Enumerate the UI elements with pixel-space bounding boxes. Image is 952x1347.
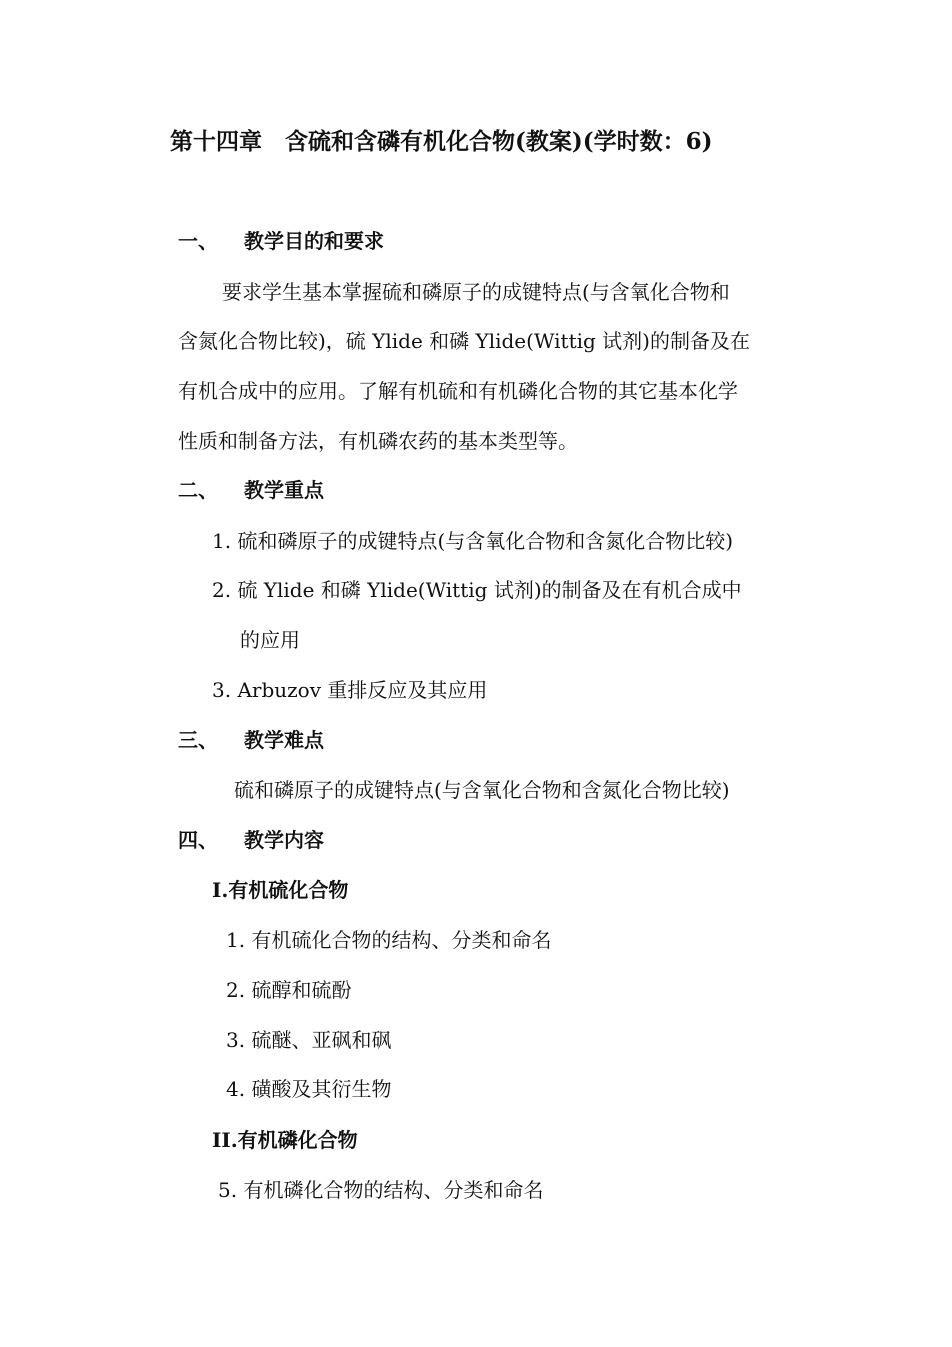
section-4-title: 教学内容 bbox=[244, 828, 324, 852]
section-3-heading bbox=[178, 722, 324, 758]
key-point-1: 1. 硫和磷原子的成键特点(与含氧化合物和含氮化合物比较) bbox=[212, 529, 734, 553]
chapter-title: 第十四章 含硫和含磷有机化合物(教案)(学时数：6) bbox=[170, 128, 713, 155]
section-1-paragraph-line-4: 性质和制备方法，有机磷农药的基本类型等。 bbox=[178, 429, 578, 453]
key-point-3: 3. Arbuzov 重排反应及其应用 bbox=[212, 678, 488, 702]
content-item-4: 4. 磺酸及其衍生物 bbox=[226, 1077, 392, 1101]
section-3-title: 教学难点 bbox=[244, 728, 324, 752]
key-point-2: 2. 硫 Ylide 和磷 Ylide(Wittig 试剂)的制备及在有机合成中 bbox=[212, 578, 742, 602]
section-2-number: 二、 bbox=[178, 478, 218, 502]
section-1-paragraph-line-1: 要求学生基本掌握硫和磷原子的成键特点(与含氧化合物和 bbox=[222, 280, 730, 304]
section-4-heading bbox=[178, 822, 324, 858]
content-item-1: 1. 有机硫化合物的结构、分类和命名 bbox=[226, 928, 552, 952]
section-1-title: 教学目的和要求 bbox=[244, 229, 384, 253]
content-item-3: 3. 硫醚、亚砜和砜 bbox=[226, 1028, 392, 1052]
section-4-number: 四、 bbox=[178, 828, 218, 852]
part-1-heading: I.有机硫化合物 bbox=[212, 878, 349, 902]
section-1-paragraph-line-2: 含氮化合物比较)，硫 Ylide 和磷 Ylide(Wittig 试剂)的制备及在 bbox=[178, 329, 750, 353]
section-1-number: 一、 bbox=[178, 229, 218, 253]
section-3-number: 三、 bbox=[178, 728, 218, 752]
section-1-paragraph-line-3: 有机合成中的应用。了解有机硫和有机磷化合物的其它基本化学 bbox=[178, 379, 738, 403]
key-point-2-continued: 的应用 bbox=[240, 628, 300, 652]
part-2-heading: II.有机磷化合物 bbox=[212, 1128, 358, 1152]
content-item-2: 2. 硫醇和硫酚 bbox=[226, 978, 352, 1002]
content-item-5: 5. 有机磷化合物的结构、分类和命名 bbox=[218, 1178, 544, 1202]
difficulty-text: 硫和磷原子的成键特点(与含氧化合物和含氮化合物比较) bbox=[234, 778, 730, 802]
section-2-title: 教学重点 bbox=[244, 478, 324, 502]
section-2-heading bbox=[178, 472, 324, 508]
section-1-heading bbox=[178, 223, 384, 259]
